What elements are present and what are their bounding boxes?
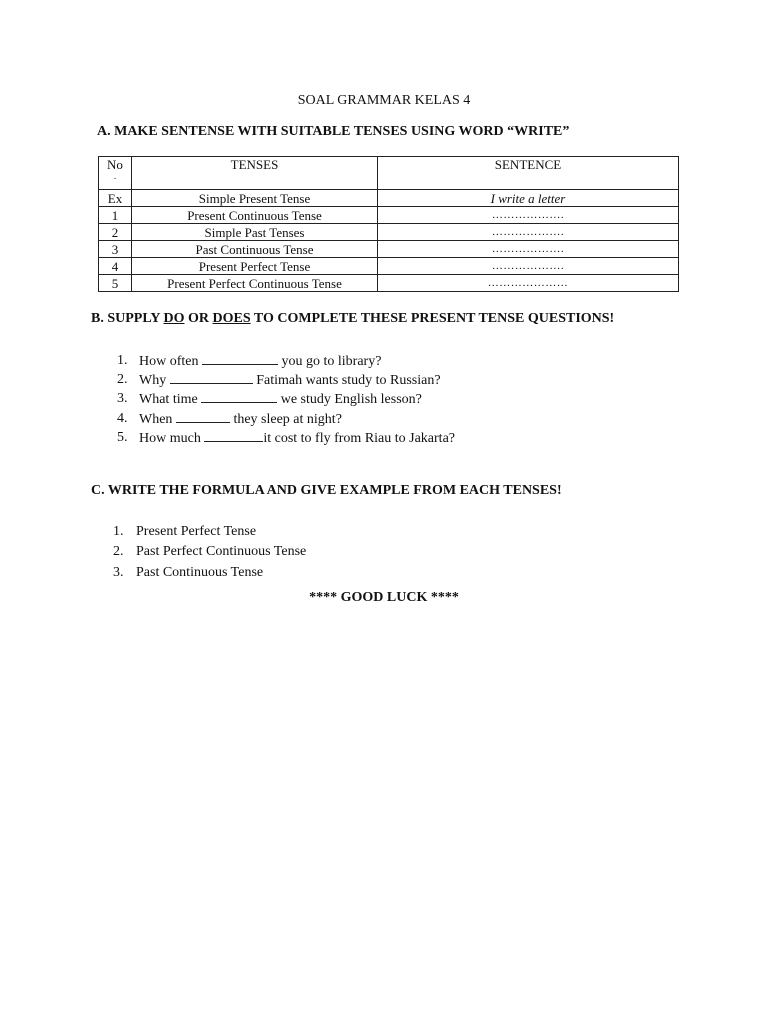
formula-list <box>113 522 306 583</box>
question-number: 4. <box>117 410 128 426</box>
row-no: 5 <box>99 275 132 292</box>
list-item <box>113 563 306 583</box>
table-row <box>99 190 679 207</box>
item-text: Past Continuous Tense <box>136 564 264 580</box>
table-row <box>99 207 679 224</box>
row-sentence: ………………. <box>378 241 679 258</box>
answer-blank[interactable] <box>170 370 253 384</box>
section-b-heading <box>91 311 614 327</box>
row-tense: Simple Present Tense <box>132 190 378 207</box>
table-header-row <box>99 157 679 190</box>
row-tense: Present Continuous Tense <box>132 207 378 224</box>
answer-blank[interactable] <box>176 409 230 423</box>
question-number: 5. <box>117 429 128 445</box>
row-tense: Simple Past Tenses <box>132 224 378 241</box>
list-item <box>117 409 455 428</box>
header-tenses: TENSES <box>132 157 378 190</box>
section-a-heading: A. MAKE SENTENSE WITH SUITABLE TENSES USING WORD “WRITE” <box>97 124 570 139</box>
table-row <box>99 241 679 258</box>
row-sentence: ………………. <box>378 224 679 241</box>
row-tense: Past Continuous Tense <box>132 241 378 258</box>
question-after: they sleep at night? <box>229 411 342 427</box>
item-number: 3. <box>113 564 124 580</box>
question-after: it cost to fly from Riau to Jakarta? <box>263 430 456 446</box>
question-after: Fatimah wants study to Russian? <box>252 373 441 389</box>
question-before: What time <box>139 392 202 408</box>
row-no: 2 <box>99 224 132 241</box>
item-number: 1. <box>113 524 124 539</box>
row-sentence: I write a letter <box>378 190 679 207</box>
list-item <box>113 542 306 562</box>
row-no: 3 <box>99 241 132 258</box>
question-after: we study English lesson? <box>277 392 422 408</box>
or-word: OR <box>184 311 213 326</box>
header-no-label: No <box>107 157 123 172</box>
item-text: Present Perfect Tense <box>136 524 257 539</box>
answer-blank[interactable] <box>201 389 277 403</box>
good-luck-closing: **** GOOD LUCK **** <box>309 590 459 605</box>
row-sentence: ………………. <box>378 258 679 275</box>
question-before: When <box>139 411 176 427</box>
question-before: How often <box>139 354 202 369</box>
question-number: 2. <box>117 372 128 388</box>
header-no <box>99 157 132 190</box>
row-tense: Present Perfect Continuous Tense <box>132 275 378 292</box>
section-b-heading-suffix: TO COMPLETE THESE PRESENT TENSE QUESTIONS! <box>250 311 615 326</box>
header-sentence: SENTENCE <box>378 157 679 190</box>
answer-blank[interactable] <box>204 428 263 442</box>
list-item <box>117 370 455 389</box>
question-list <box>117 351 455 447</box>
table-row <box>99 258 679 275</box>
question-after: you go to library? <box>278 354 382 369</box>
tenses-table <box>98 156 679 292</box>
row-no: 4 <box>99 258 132 275</box>
answer-blank[interactable] <box>202 351 278 365</box>
row-sentence: ………………. <box>378 207 679 224</box>
table-row <box>99 275 679 292</box>
header-no-dot: . <box>113 171 117 181</box>
list-item <box>117 428 455 447</box>
list-item <box>117 389 455 408</box>
page-title: SOAL GRAMMAR KELAS 4 <box>297 93 471 108</box>
section-b-heading-prefix: B. SUPPLY <box>91 311 164 326</box>
row-tense: Present Perfect Tense <box>132 258 378 275</box>
item-number: 2. <box>113 544 124 560</box>
question-number: 1. <box>117 353 128 368</box>
question-before: Why <box>139 373 170 389</box>
question-before: How much <box>139 430 205 446</box>
item-text: Past Perfect Continuous Tense <box>136 544 307 560</box>
list-item <box>117 351 455 370</box>
list-item <box>113 522 306 542</box>
row-no: 1 <box>99 207 132 224</box>
table-row <box>99 224 679 241</box>
question-number: 3. <box>117 391 128 407</box>
section-c-heading: C. WRITE THE FORMULA AND GIVE EXAMPLE FROM EACH TENSES! <box>91 483 562 498</box>
row-no: Ex <box>99 190 132 207</box>
does-word: DOES <box>212 311 251 326</box>
do-word: DO <box>163 311 185 326</box>
row-sentence: ………………… <box>378 275 679 292</box>
